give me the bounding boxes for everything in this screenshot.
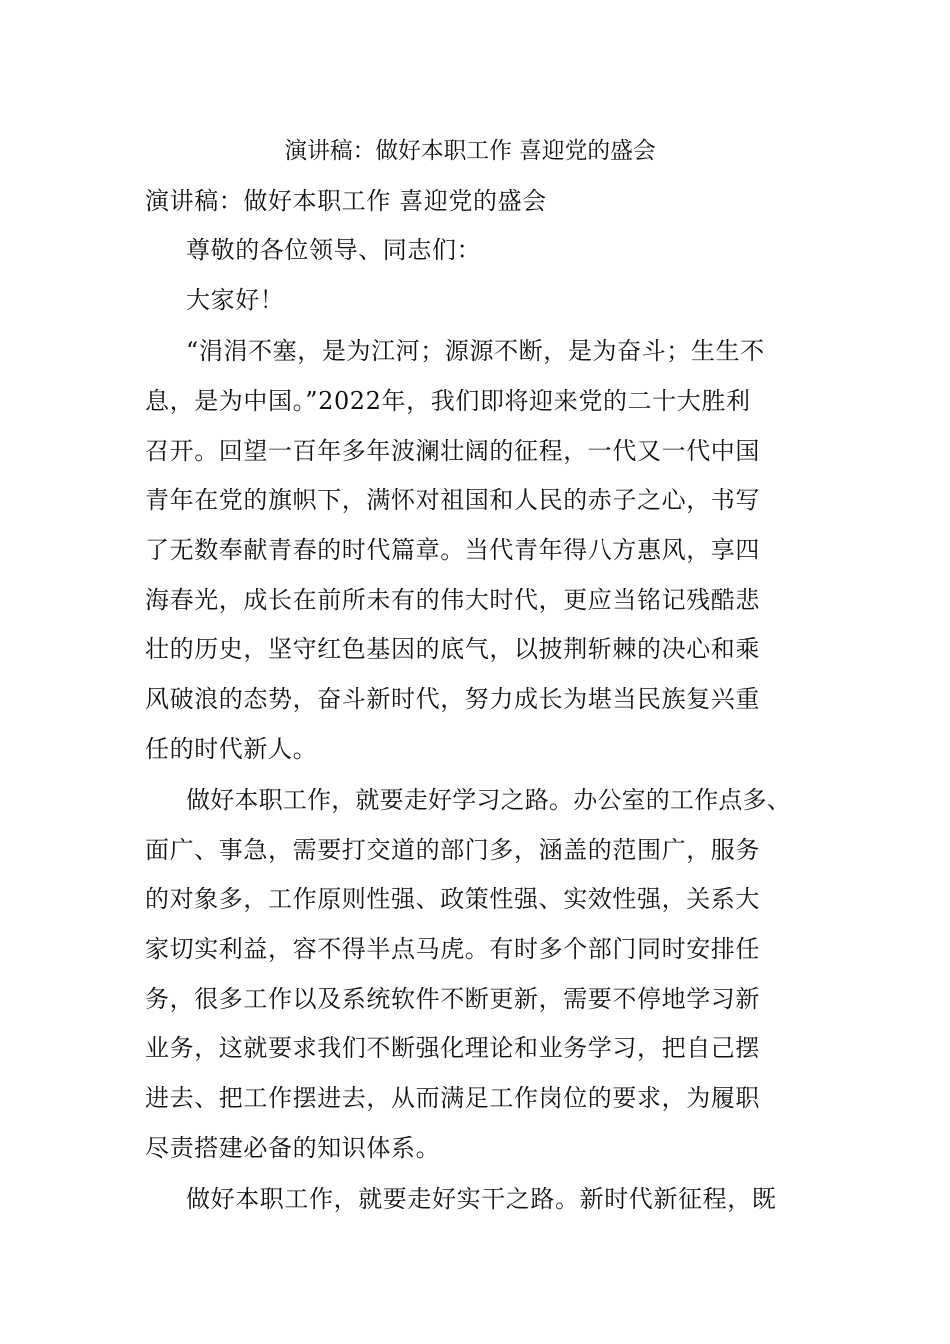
paragraph-line: 风破浪的态势，奋斗新时代，努力成长为堪当民族复兴重 (145, 685, 760, 713)
paragraph-line: 做好本职工作，就要走好学习之路。办公室的工作点多、 (186, 786, 791, 814)
paragraph-line: 海春光，成长在前所未有的伟大时代，更应当铭记残酷悲 (145, 586, 760, 614)
greeting: 大家好！ (186, 286, 285, 314)
paragraph-line: 业务，这就要求我们不断强化理论和业务学习，把自己摆 (145, 1034, 760, 1062)
paragraph-line: 务，很多工作以及系统软件不断更新，需要不停地学习新 (145, 985, 760, 1013)
paragraph-line: 的对象多，工作原则性强、政策性强、实效性强，关系大 (145, 885, 760, 913)
paragraph-line: 壮的历史，坚守红色基因的底气，以披荆斩棘的决心和乘 (145, 635, 760, 663)
paragraph-line: 青年在党的旗帜下，满怀对祖国和人民的赤子之心，书写 (145, 486, 760, 514)
paragraph-line: 做好本职工作，就要走好实干之路。新时代新征程，既 (186, 1185, 777, 1213)
paragraph-line: 面广、事急，需要打交道的部门多，涵盖的范围广，服务 (145, 836, 760, 864)
paragraph-line: 任的时代新人。 (145, 735, 318, 763)
paragraph-line: 家切实利益，容不得半点马虎。有时多个部门同时安排任 (145, 935, 760, 963)
document-title: 演讲稿：做好本职工作 喜迎党的盛会 (284, 138, 656, 164)
paragraph-line: 召开。回望一百年多年波澜壮阔的征程，一代又一代中国 (145, 437, 760, 465)
paragraph-line: “涓涓不塞，是为江河；源源不断，是为奋斗；生生不 (186, 337, 765, 365)
paragraph-line: 尽责搭建必备的知识体系。 (145, 1134, 441, 1162)
salutation: 尊敬的各位领导、同志们： (186, 236, 482, 264)
paragraph-line: 息，是为中国。”2022年，我们即将迎来党的二十大胜利 (145, 387, 751, 415)
document-subtitle: 演讲稿：做好本职工作 喜迎党的盛会 (145, 187, 547, 215)
paragraph-line: 进去、把工作摆进去，从而满足工作岗位的要求，为履职 (145, 1084, 760, 1112)
paragraph-line: 了无数奉献青春的时代篇章。当代青年得八方惠风，享四 (145, 536, 760, 564)
